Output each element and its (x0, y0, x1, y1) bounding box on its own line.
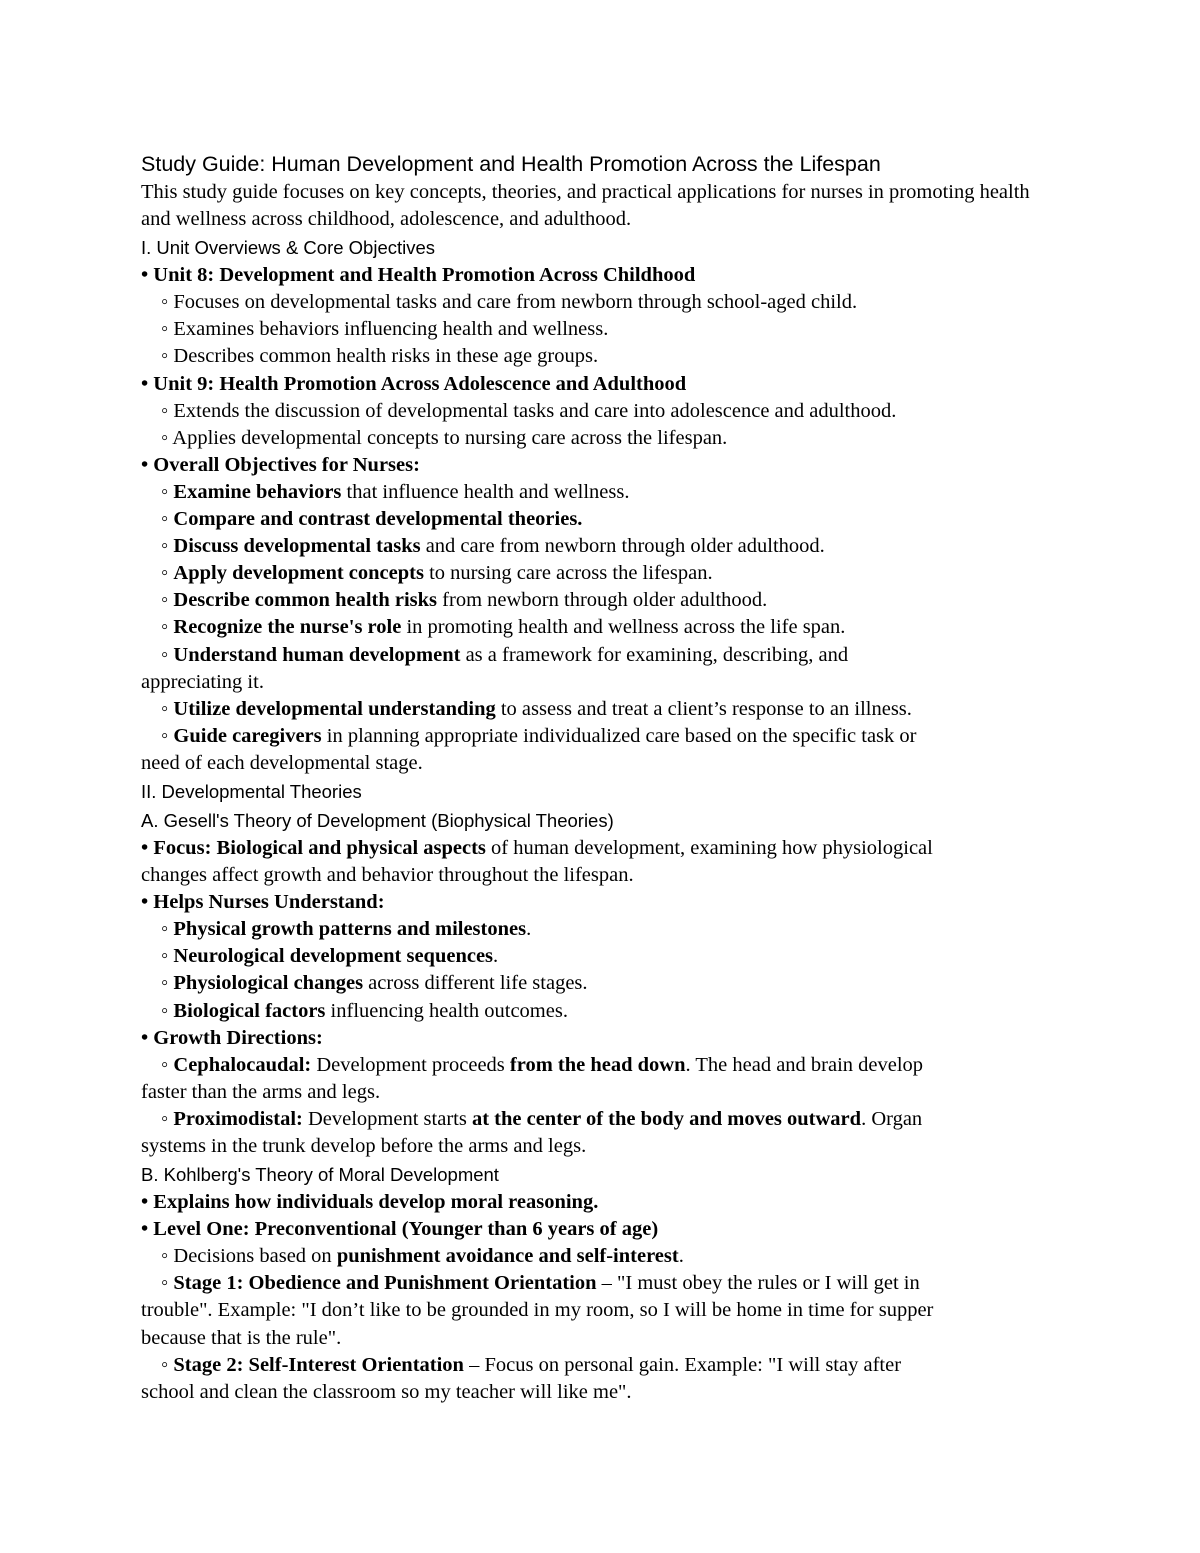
stage2-item: ◦ Stage 2: Self-Interest Orientation – Focus on personal gain. Example: "I will stay after (161, 1353, 902, 1376)
objective-item: ◦ Utilize developmental understanding to assess and treat a client’s response to an illness. (161, 697, 912, 720)
list-item: ◦ Describes common health risks in these age groups. (161, 345, 599, 368)
stage1-continuation: because that is the rule". (141, 1326, 342, 1349)
list-item: ◦ Extends the discussion of developmental tasks and care into adolescence and adulthood. (161, 399, 897, 422)
growth-label: • Growth Directions: (141, 1026, 323, 1049)
objective-item: ◦ Describe common health risks from newborn through older adulthood. (161, 589, 768, 612)
kohlberg-explains: • Explains how individuals develop moral reasoning. (141, 1191, 599, 1214)
section-heading-unit-overviews: I. Unit Overviews & Core Objectives (141, 237, 436, 259)
stage1-continuation: trouble". Example: "I don’t like to be grounded in my room, so I will be home in time for supper (141, 1299, 934, 1322)
proximodistal-continuation: systems in the trunk develop before the arms and legs. (141, 1135, 587, 1157)
kohlberg-level-one: • Level One: Preconventional (Younger than 6 years of age) (141, 1218, 659, 1241)
stage2-continuation: school and clean the classroom so my teacher will like me". (141, 1380, 632, 1403)
cephalocaudal-continuation: faster than the arms and legs. (141, 1080, 381, 1103)
objective-item: ◦ Apply development concepts to nursing care across the lifespan. (161, 562, 713, 585)
objective-item: ◦ Understand human development as a framework for examining, describing, and (161, 643, 849, 666)
helps-item: ◦ Biological factors influencing health outcomes. (161, 999, 568, 1022)
objective-item: ◦ Discuss developmental tasks and care from newborn through older adulthood. (161, 535, 825, 558)
subsection-heading-gesell: A. Gesell's Theory of Development (Biophysical Theories) (141, 809, 614, 831)
unit9-label: • Unit 9: Health Promotion Across Adolescence and Adulthood (141, 372, 687, 395)
unit8-label: • Unit 8: Development and Health Promotion Across Childhood (141, 264, 696, 287)
helps-item: ◦ Physiological changes across different life stages. (161, 972, 588, 995)
gesell-focus: • Focus: Biological and physical aspects of human development, examining how physiological (141, 836, 933, 859)
objective-item: ◦ Examine behaviors that influence health and wellness. (161, 480, 630, 503)
decisions-item: ◦ Decisions based on punishment avoidance and self-interest. (161, 1245, 684, 1268)
gesell-focus-continuation: changes affect growth and behavior throughout the lifespan. (141, 864, 634, 887)
document-title: Study Guide: Human Development and Health Promotion Across the Lifespan (141, 152, 881, 176)
list-item: ◦ Applies developmental concepts to nursing care across the lifespan. (161, 426, 728, 449)
cephalocaudal-item: ◦ Cephalocaudal: Development proceeds from the head down. The head and brain develop (161, 1053, 924, 1076)
objective-item: ◦ Compare and contrast developmental theories. (161, 508, 583, 531)
document-page (141, 150, 1061, 1406)
helps-item: ◦ Neurological development sequences. (161, 945, 499, 968)
proximodistal-item: ◦ Proximodistal: Development starts at the center of the body and moves outward. Organ (161, 1107, 923, 1130)
list-item: ◦ Focuses on developmental tasks and care from newborn through school-aged child. (161, 291, 858, 314)
objective-item: ◦ Recognize the nurse's role in promoting health and wellness across the life span. (161, 616, 846, 639)
helps-label: • Helps Nurses Understand: (141, 891, 385, 914)
objective-item-continuation: appreciating it. (141, 670, 264, 693)
subsection-heading-kohlberg: B. Kohlberg's Theory of Moral Development (141, 1164, 499, 1186)
objective-item: ◦ Guide caregivers in planning appropriate individualized care based on the specific task or (161, 724, 917, 747)
helps-item: ◦ Physical growth patterns and milestones. (161, 918, 532, 941)
objectives-label: • Overall Objectives for Nurses: (141, 453, 420, 476)
stage1-item: ◦ Stage 1: Obedience and Punishment Orientation – "I must obey the rules or I will get in (161, 1272, 920, 1295)
section-heading-developmental-theories: II. Developmental Theories (141, 780, 362, 802)
list-item: ◦ Examines behaviors influencing health and wellness. (161, 318, 609, 341)
intro-paragraph: This study guide focuses on key concepts, theories, and practical applications for nurses in promoting health and wellness across childhood, adolescence, and adulthood. (141, 181, 1030, 231)
objective-item-continuation: need of each developmental stage. (141, 751, 423, 774)
